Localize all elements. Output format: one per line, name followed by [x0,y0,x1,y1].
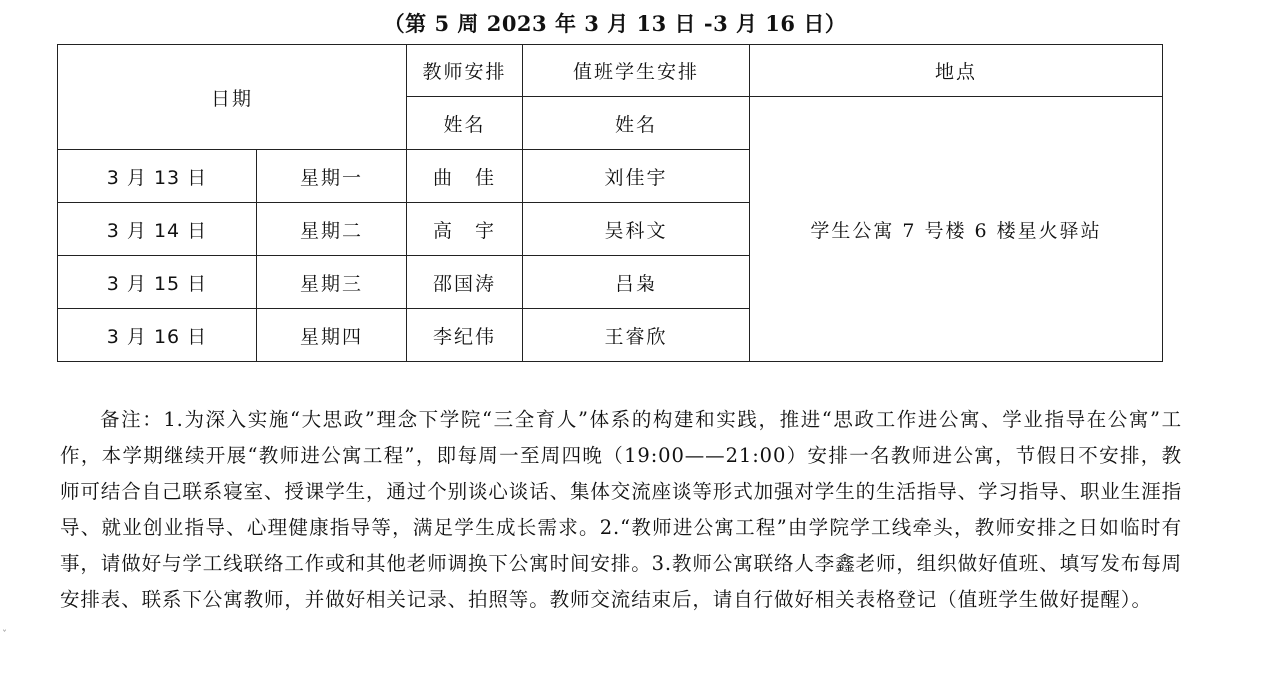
row-weekday: 星期一 [257,150,407,203]
margin-mark: ˇ [2,630,7,641]
row-teacher: 李纪伟 [407,309,523,362]
row-student: 吴科文 [523,203,750,256]
table-header-row [58,45,1163,97]
page-title: （第 5 周 2023 年 3 月 13 日 -3 月 16 日） [383,11,847,36]
row-student: 王睿欣 [523,309,750,362]
row-student: 吕枭 [523,256,750,309]
row-date: 3 月 15 日 [58,256,257,309]
remarks-paragraph: 备注：1.为深入实施“大思政”理念下学院“三全育人”体系的构建和实践，推进“思政工作进公寓、学业指导在公寓”工作，本学期继续开展“教师进公寓工程”，即每周一至周四晚（19:00——21:00）安排一名教师进公寓，节假日不安排，教师可结合自己联系寝室、授课学生，通过个别谈心谈话、集体交流座谈等形式加强对学生的生活指导、学习指导、职业生涯指导、就业创业指导、心理健康指导等，满足学生成长需求。2.“教师进公寓工程”由学院学工线牵头，教师安排之日如临时有事，请做好与学工线联络工作或和其他老师调换下公寓时间安排。3.教师公寓联络人李鑫老师，组织做好值班、填写发布每周安排表、联系下公寓教师，并做好相关记录、拍照等。教师交流结束后，请自行做好相关表格登记（值班学生做好提醒）。 [60,408,1183,611]
row-student: 刘佳宇 [523,150,750,203]
header-date: 日期 [58,45,407,150]
row-teacher: 邵国涛 [407,256,523,309]
row-date: 3 月 14 日 [58,203,257,256]
header-teacher: 教师安排 [407,45,523,97]
location-cell: 学生公寓 7 号楼 6 楼星火驿站 [750,97,1163,362]
row-weekday: 星期四 [257,309,407,362]
row-teacher: 高 宇 [407,203,523,256]
header-location: 地点 [750,45,1163,97]
row-weekday: 星期二 [257,203,407,256]
row-teacher: 曲 佳 [407,150,523,203]
header-teacher-name: 姓名 [407,97,523,150]
row-date: 3 月 16 日 [58,309,257,362]
duty-schedule-table [57,44,1163,362]
header-student-name: 姓名 [523,97,750,150]
row-weekday: 星期三 [257,256,407,309]
row-date: 3 月 13 日 [58,150,257,203]
header-student: 值班学生安排 [523,45,750,97]
